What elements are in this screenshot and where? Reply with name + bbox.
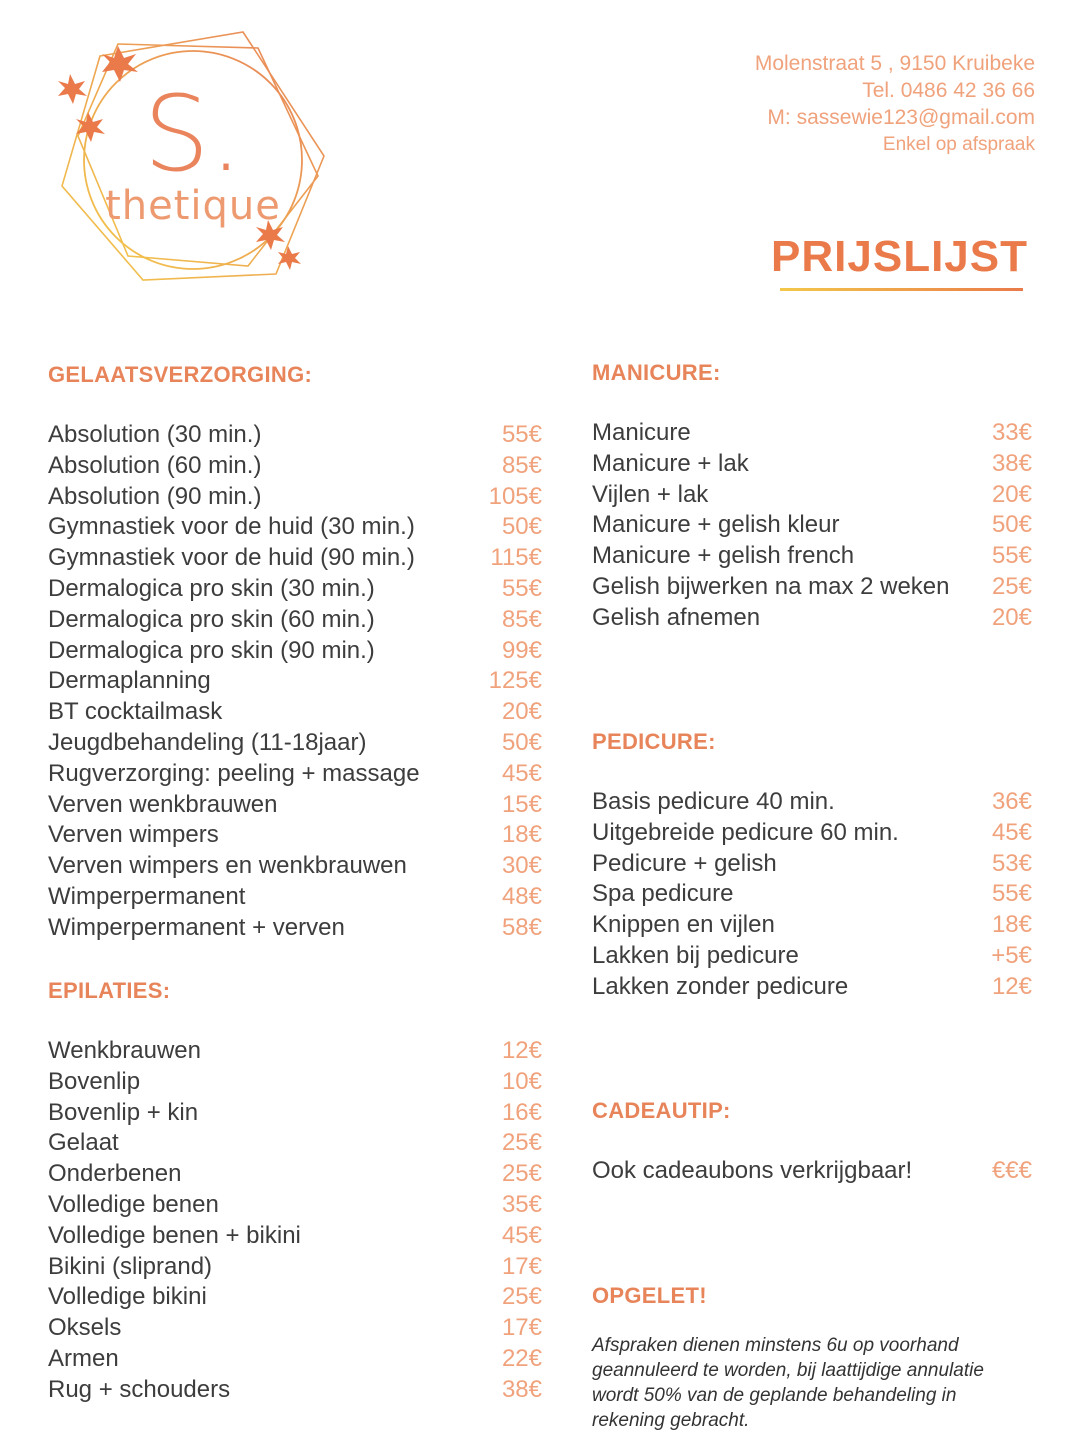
- service-name: Dermalogica pro skin (90 min.): [48, 636, 375, 664]
- service-price: 25€: [501, 1129, 542, 1157]
- service-name: Rug + schouders: [48, 1375, 231, 1403]
- heading-opgelet: OPGELET!: [592, 1283, 707, 1308]
- service-price: 85€: [501, 451, 542, 479]
- price-row: [48, 913, 542, 944]
- price-row: [592, 787, 1032, 818]
- price-row: [592, 879, 1032, 910]
- price-row: [592, 972, 1032, 1003]
- service-price: 99€: [501, 636, 542, 664]
- service-name: Vijlen + lak: [592, 480, 709, 508]
- service-price: 55€: [501, 574, 542, 602]
- service-price: 85€: [501, 605, 542, 633]
- price-row: [48, 820, 542, 851]
- cancellation-note: Afspraken dienen minstens 6u op voorhand geannuleerd te worden, bij laattijdige annulatie wordt 50% van de geplande behandeling in rekening gebracht.: [592, 1335, 984, 1431]
- price-row: [48, 1344, 542, 1375]
- service-price: 50€: [501, 513, 542, 541]
- service-price: +5€: [991, 941, 1032, 969]
- service-name: Wimperpermanent: [48, 882, 246, 910]
- service-name: Gelish bijwerken na max 2 weken: [592, 572, 950, 600]
- service-name: Gymnastiek voor de huid (90 min.): [48, 544, 415, 572]
- service-price: 55€: [991, 880, 1032, 908]
- price-row: [48, 759, 542, 790]
- service-name: Spa pedicure: [592, 880, 734, 908]
- price-row: [48, 882, 542, 913]
- service-name: Volledige benen + bikini: [48, 1221, 301, 1249]
- service-name: Manicure + lak: [592, 449, 749, 477]
- price-row: [48, 482, 542, 513]
- list-pedicure: [592, 787, 1032, 1003]
- price-row: [592, 480, 1032, 511]
- list-manicure: [592, 418, 1032, 634]
- price-row: [48, 1067, 542, 1098]
- price-row: [592, 910, 1032, 941]
- price-row: [592, 418, 1032, 449]
- service-name: Manicure + gelish kleur: [592, 511, 840, 539]
- service-name: Lakken bij pedicure: [592, 941, 799, 969]
- service-price: €€€: [991, 1157, 1032, 1184]
- service-price: 36€: [991, 788, 1032, 815]
- list-gelaatsverzorging: [48, 420, 542, 944]
- heading-epilaties: EPILATIES:: [48, 978, 171, 1003]
- heading-pedicure: PEDICURE:: [592, 729, 716, 754]
- service-name: Basis pedicure 40 min.: [592, 788, 835, 815]
- price-row: [48, 451, 542, 482]
- service-price: 38€: [991, 449, 1032, 477]
- service-name: Verven wimpers en wenkbrauwen: [48, 852, 407, 880]
- service-price: 38€: [501, 1375, 542, 1403]
- contact-note: Enkel op afspraak: [882, 134, 1035, 155]
- service-price: 45€: [501, 1221, 542, 1249]
- price-row: [48, 1252, 542, 1283]
- service-name: Oksels: [48, 1314, 122, 1342]
- service-name: BT cocktailmask: [48, 698, 223, 726]
- service-price: 25€: [501, 1160, 542, 1188]
- service-name: Dermalogica pro skin (30 min.): [48, 574, 375, 602]
- price-row: [48, 605, 542, 636]
- service-name: Manicure: [592, 419, 691, 446]
- heading-gelaatsverzorging: GELAATSVERZORGING:: [48, 362, 313, 387]
- service-name: Verven wimpers: [48, 821, 219, 849]
- service-name: Gelaat: [48, 1129, 119, 1157]
- service-name: Manicure + gelish french: [592, 542, 855, 570]
- service-price: 17€: [501, 1252, 542, 1280]
- price-row: [592, 572, 1032, 603]
- service-price: 20€: [991, 480, 1032, 508]
- logo-wordmark: thetique: [105, 183, 281, 229]
- service-price: 18€: [501, 821, 542, 849]
- service-price: 20€: [501, 698, 542, 726]
- service-price: 16€: [501, 1098, 542, 1126]
- price-row: [48, 1375, 542, 1406]
- contact-block: [755, 50, 1035, 158]
- service-price: 45€: [501, 759, 542, 787]
- service-name: Gelish afnemen: [592, 603, 761, 631]
- service-price: 12€: [991, 972, 1032, 1000]
- price-row: [48, 1282, 542, 1313]
- page-title: PRIJSLIJST: [771, 232, 1028, 281]
- price-row: [48, 728, 542, 759]
- heading-manicure: MANICURE:: [592, 360, 721, 385]
- service-price: 50€: [991, 511, 1032, 539]
- service-name: Jeugdbehandeling (11-18jaar): [48, 728, 367, 756]
- service-name: Volledige bikini: [48, 1283, 207, 1311]
- service-price: 35€: [501, 1190, 542, 1218]
- list-cadeautip: [592, 1156, 1032, 1187]
- service-price: 53€: [991, 849, 1032, 877]
- contact-phone: Tel. 0486 42 36 66: [862, 79, 1035, 102]
- service-name: Gymnastiek voor de huid (30 min.): [48, 513, 415, 541]
- price-row: [592, 849, 1032, 880]
- service-name: Pedicure + gelish: [592, 849, 777, 877]
- title-underline: [780, 288, 1023, 291]
- heading-cadeautip: CADEAUTIP:: [592, 1098, 731, 1123]
- service-name: Rugverzorging: peeling + massage: [48, 759, 420, 787]
- service-price: 15€: [501, 790, 542, 818]
- price-row: [48, 636, 542, 667]
- service-name: Dermaplanning: [48, 667, 211, 695]
- service-price: 55€: [501, 421, 542, 448]
- service-price: 20€: [991, 603, 1032, 631]
- service-price: 105€: [488, 482, 542, 510]
- price-row: [592, 1156, 1032, 1187]
- service-name: Volledige benen: [48, 1190, 219, 1218]
- service-name: Knippen en vijlen: [592, 911, 775, 939]
- service-price: 12€: [501, 1037, 542, 1064]
- price-row: [48, 574, 542, 605]
- price-row: [48, 1190, 542, 1221]
- logo: [48, 26, 338, 288]
- service-name: Verven wenkbrauwen: [48, 790, 278, 818]
- service-name: Onderbenen: [48, 1160, 182, 1188]
- price-row: [48, 1159, 542, 1190]
- service-price: 22€: [501, 1344, 542, 1372]
- service-price: 45€: [991, 818, 1032, 846]
- service-price: 125€: [488, 667, 542, 695]
- service-name: Absolution (30 min.): [48, 421, 262, 448]
- price-row: [48, 1036, 542, 1067]
- price-row: [592, 541, 1032, 572]
- contact-address: Molenstraat 5 , 9150 Kruibeke: [754, 52, 1035, 75]
- price-row: [48, 697, 542, 728]
- price-row: [48, 1313, 542, 1344]
- logo-letter: S.: [143, 73, 243, 195]
- service-price: 18€: [991, 911, 1032, 939]
- service-price: 50€: [501, 728, 542, 756]
- service-name: Bovenlip + kin: [48, 1098, 199, 1126]
- service-name: Lakken zonder pedicure: [592, 972, 849, 1000]
- price-row: [48, 851, 542, 882]
- price-row: [592, 818, 1032, 849]
- service-name: Ook cadeaubons verkrijgbaar!: [592, 1157, 913, 1184]
- service-name: Dermalogica pro skin (60 min.): [48, 605, 375, 633]
- price-row: [592, 941, 1032, 972]
- price-row: [48, 1221, 542, 1252]
- service-price: 55€: [991, 542, 1032, 570]
- service-name: Uitgebreide pedicure 60 min.: [592, 818, 899, 846]
- service-price: 17€: [501, 1314, 542, 1342]
- service-name: Armen: [48, 1344, 119, 1372]
- service-price: 48€: [501, 882, 542, 910]
- service-name: Bovenlip: [48, 1067, 141, 1095]
- price-row: [48, 420, 542, 451]
- service-price: 33€: [991, 419, 1032, 446]
- contact-email: M: sassewie123@gmail.com: [767, 106, 1035, 129]
- service-price: 30€: [501, 852, 542, 880]
- service-name: Absolution (90 min.): [48, 482, 262, 510]
- service-price: 115€: [490, 544, 542, 572]
- price-row: [48, 512, 542, 543]
- service-name: Wenkbrauwen: [48, 1037, 201, 1064]
- service-price: 10€: [501, 1067, 542, 1095]
- price-row: [48, 790, 542, 821]
- service-name: Absolution (60 min.): [48, 451, 262, 479]
- service-name: Bikini (sliprand): [48, 1252, 213, 1280]
- price-row: [592, 449, 1032, 480]
- service-price: 58€: [501, 913, 542, 941]
- list-epilaties: [48, 1036, 542, 1406]
- price-row: [48, 1098, 542, 1129]
- price-row: [592, 510, 1032, 541]
- price-row: [48, 1128, 542, 1159]
- price-row: [48, 543, 542, 574]
- service-name: Wimperpermanent + verven: [48, 913, 345, 941]
- price-row: [48, 666, 542, 697]
- service-price: 25€: [991, 572, 1032, 600]
- price-row: [592, 603, 1032, 634]
- service-price: 25€: [501, 1283, 542, 1311]
